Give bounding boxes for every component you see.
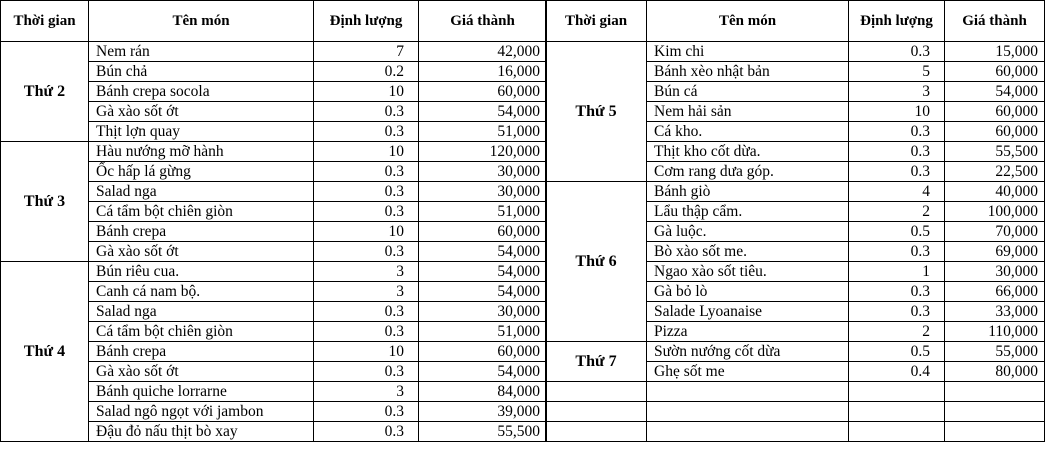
price-cell[interactable]: 84,000 bbox=[419, 382, 547, 402]
quantity-cell[interactable]: 0.5 bbox=[849, 222, 945, 242]
quantity-cell[interactable]: 10 bbox=[849, 102, 945, 122]
quantity-cell[interactable]: 0.4 bbox=[849, 362, 945, 382]
price-cell[interactable]: 40,000 bbox=[945, 182, 1045, 202]
header-quantity[interactable]: Định lượng bbox=[849, 1, 945, 42]
blank-dish-cell[interactable] bbox=[647, 382, 849, 402]
quantity-cell[interactable]: 1 bbox=[849, 262, 945, 282]
price-cell[interactable]: 33,000 bbox=[945, 302, 1045, 322]
dish-name-cell[interactable]: Nem rán bbox=[89, 42, 314, 62]
day-cell[interactable]: Thứ 6 bbox=[546, 182, 647, 342]
dish-name-cell[interactable]: Nem hải sản bbox=[647, 102, 849, 122]
price-cell[interactable]: 51,000 bbox=[419, 322, 547, 342]
dish-name-cell[interactable]: Gà bỏ lò bbox=[647, 282, 849, 302]
empty-row bbox=[546, 382, 1045, 402]
quantity-cell[interactable]: 0.3 bbox=[314, 322, 419, 342]
dish-name-cell[interactable]: Bún chả bbox=[89, 62, 314, 82]
blank-quantity-cell[interactable] bbox=[849, 422, 945, 442]
price-cell[interactable]: 30,000 bbox=[945, 262, 1045, 282]
table-row bbox=[546, 42, 1045, 62]
dish-name-cell[interactable]: Bánh crepa bbox=[89, 222, 314, 242]
blank-quantity-cell[interactable] bbox=[849, 382, 945, 402]
dish-name-cell[interactable]: Bánh crepa bbox=[89, 342, 314, 362]
menu-table-right bbox=[545, 0, 1045, 442]
quantity-cell[interactable]: 3 bbox=[849, 82, 945, 102]
dish-name-cell[interactable]: Sườn nướng cốt dừa bbox=[647, 342, 849, 362]
quantity-cell[interactable]: 3 bbox=[314, 382, 419, 402]
dish-name-cell[interactable]: Bánh giò bbox=[647, 182, 849, 202]
blank-dish-cell[interactable] bbox=[647, 422, 849, 442]
price-cell[interactable]: 22,500 bbox=[945, 162, 1045, 182]
dish-name-cell[interactable]: Gà luộc. bbox=[647, 222, 849, 242]
dish-name-cell[interactable]: Gà xào sốt ớt bbox=[89, 242, 314, 262]
quantity-cell[interactable]: 0.3 bbox=[314, 302, 419, 322]
quantity-cell[interactable]: 0.3 bbox=[849, 282, 945, 302]
price-cell[interactable]: 110,000 bbox=[945, 322, 1045, 342]
quantity-cell[interactable]: 10 bbox=[314, 142, 419, 162]
quantity-cell[interactable]: 0.3 bbox=[849, 42, 945, 62]
price-cell[interactable]: 80,000 bbox=[945, 362, 1045, 382]
price-cell[interactable]: 60,000 bbox=[419, 82, 547, 102]
dish-name-cell[interactable]: Đậu đỏ nấu thịt bò xay bbox=[89, 422, 314, 442]
quantity-cell[interactable]: 0.3 bbox=[314, 162, 419, 182]
dish-name-cell[interactable]: Gà xào sốt ớt bbox=[89, 102, 314, 122]
table-row bbox=[546, 342, 1045, 362]
price-cell[interactable]: 55,500 bbox=[419, 422, 547, 442]
price-cell[interactable]: 100,000 bbox=[945, 202, 1045, 222]
dish-name-cell[interactable]: Cơm rang dưa góp. bbox=[647, 162, 849, 182]
price-cell[interactable]: 60,000 bbox=[945, 122, 1045, 142]
dish-name-cell[interactable]: Hàu nướng mỡ hành bbox=[89, 142, 314, 162]
header-dish-name[interactable]: Tên món bbox=[89, 1, 314, 42]
quantity-cell[interactable]: 0.3 bbox=[849, 122, 945, 142]
quantity-cell[interactable]: 0.3 bbox=[314, 182, 419, 202]
blank-price-cell[interactable] bbox=[945, 382, 1045, 402]
header-row bbox=[1, 1, 547, 42]
table-row bbox=[1, 142, 547, 162]
blank-quantity-cell[interactable] bbox=[849, 402, 945, 422]
blank-day-cell[interactable] bbox=[546, 422, 647, 442]
price-cell[interactable]: 30,000 bbox=[419, 302, 547, 322]
dish-name-cell[interactable]: Bánh quiche lorrarne bbox=[89, 382, 314, 402]
quantity-cell[interactable]: 3 bbox=[314, 282, 419, 302]
price-cell[interactable]: 54,000 bbox=[419, 282, 547, 302]
table-row bbox=[1, 42, 547, 62]
quantity-cell[interactable]: 0.3 bbox=[849, 142, 945, 162]
price-cell[interactable]: 54,000 bbox=[945, 82, 1045, 102]
quantity-cell[interactable]: 7 bbox=[314, 42, 419, 62]
dish-name-cell[interactable]: Bánh crepa socola bbox=[89, 82, 314, 102]
dish-name-cell[interactable]: Cá tẩm bột chiên giòn bbox=[89, 202, 314, 222]
quantity-cell[interactable]: 0.3 bbox=[849, 242, 945, 262]
header-time[interactable]: Thời gian bbox=[1, 1, 89, 42]
quantity-cell[interactable]: 0.3 bbox=[314, 402, 419, 422]
quantity-cell[interactable]: 10 bbox=[314, 82, 419, 102]
price-cell[interactable]: 55,500 bbox=[945, 142, 1045, 162]
dish-name-cell[interactable]: Salad nga bbox=[89, 182, 314, 202]
blank-day-cell[interactable] bbox=[546, 382, 647, 402]
blank-day-cell[interactable] bbox=[546, 402, 647, 422]
dish-name-cell[interactable]: Ngao xào sốt tiêu. bbox=[647, 262, 849, 282]
header-time[interactable]: Thời gian bbox=[546, 1, 647, 42]
price-cell[interactable]: 60,000 bbox=[945, 62, 1045, 82]
price-cell[interactable]: 55,000 bbox=[945, 342, 1045, 362]
blank-price-cell[interactable] bbox=[945, 402, 1045, 422]
day-cell[interactable]: Thứ 5 bbox=[546, 42, 647, 182]
price-cell[interactable]: 42,000 bbox=[419, 42, 547, 62]
dish-name-cell[interactable]: Pizza bbox=[647, 322, 849, 342]
dish-name-cell[interactable]: Bò xào sốt me. bbox=[647, 242, 849, 262]
day-cell[interactable]: Thứ 7 bbox=[546, 342, 647, 382]
quantity-cell[interactable]: 0.3 bbox=[314, 242, 419, 262]
quantity-cell[interactable]: 5 bbox=[849, 62, 945, 82]
dish-name-cell[interactable]: Bún riêu cua. bbox=[89, 262, 314, 282]
quantity-cell[interactable]: 4 bbox=[849, 182, 945, 202]
blank-dish-cell[interactable] bbox=[647, 402, 849, 422]
table-row bbox=[1, 262, 547, 282]
quantity-cell[interactable]: 0.3 bbox=[849, 302, 945, 322]
dish-name-cell[interactable]: Thịt kho cốt dừa. bbox=[647, 142, 849, 162]
price-cell[interactable]: 15,000 bbox=[945, 42, 1045, 62]
dish-name-cell[interactable]: Bánh xèo nhật bản bbox=[647, 62, 849, 82]
dish-name-cell[interactable]: Kim chi bbox=[647, 42, 849, 62]
quantity-cell[interactable]: 10 bbox=[314, 342, 419, 362]
quantity-cell[interactable]: 0.3 bbox=[314, 122, 419, 142]
price-cell[interactable]: 120,000 bbox=[419, 142, 547, 162]
day-cell[interactable]: Thứ 3 bbox=[1, 142, 89, 262]
empty-row bbox=[546, 402, 1045, 422]
dish-name-cell[interactable]: Gà xào sốt ớt bbox=[89, 362, 314, 382]
quantity-cell[interactable]: 2 bbox=[849, 322, 945, 342]
price-cell[interactable]: 66,000 bbox=[945, 282, 1045, 302]
day-cell[interactable]: Thứ 4 bbox=[1, 262, 89, 442]
price-cell[interactable]: 16,000 bbox=[419, 62, 547, 82]
blank-price-cell[interactable] bbox=[945, 422, 1045, 442]
header-dish-name[interactable]: Tên món bbox=[647, 1, 849, 42]
price-cell[interactable]: 51,000 bbox=[419, 202, 547, 222]
price-cell[interactable]: 39,000 bbox=[419, 402, 547, 422]
price-cell[interactable]: 60,000 bbox=[419, 342, 547, 362]
header-price[interactable]: Giá thành bbox=[419, 1, 547, 42]
price-cell[interactable]: 51,000 bbox=[419, 122, 547, 142]
header-quantity[interactable]: Định lượng bbox=[314, 1, 419, 42]
dish-name-cell[interactable]: Cá tẩm bột chiên giòn bbox=[89, 322, 314, 342]
price-cell[interactable]: 60,000 bbox=[945, 102, 1045, 122]
quantity-cell[interactable]: 0.2 bbox=[314, 62, 419, 82]
dish-name-cell[interactable]: Canh cá nam bộ. bbox=[89, 282, 314, 302]
dish-name-cell[interactable]: Thịt lợn quay bbox=[89, 122, 314, 142]
dish-name-cell[interactable]: Salade Lyoanaise bbox=[647, 302, 849, 322]
price-cell[interactable]: 30,000 bbox=[419, 162, 547, 182]
day-cell[interactable]: Thứ 2 bbox=[1, 42, 89, 142]
quantity-cell[interactable]: 0.5 bbox=[849, 342, 945, 362]
dish-name-cell[interactable]: Salad ngô ngọt với jambon bbox=[89, 402, 314, 422]
empty-row bbox=[546, 422, 1045, 442]
table-row bbox=[546, 182, 1045, 202]
quantity-cell[interactable]: 2 bbox=[849, 202, 945, 222]
price-cell[interactable]: 70,000 bbox=[945, 222, 1045, 242]
price-cell[interactable]: 54,000 bbox=[419, 262, 547, 282]
price-cell[interactable]: 69,000 bbox=[945, 242, 1045, 262]
dish-name-cell[interactable]: Cá kho. bbox=[647, 122, 849, 142]
quantity-cell[interactable]: 10 bbox=[314, 222, 419, 242]
quantity-cell[interactable]: 0.3 bbox=[314, 102, 419, 122]
header-price[interactable]: Giá thành bbox=[945, 1, 1045, 42]
quantity-cell[interactable]: 3 bbox=[314, 262, 419, 282]
price-cell[interactable]: 30,000 bbox=[419, 182, 547, 202]
quantity-cell[interactable]: 0.3 bbox=[314, 422, 419, 442]
dish-name-cell[interactable]: Ốc hấp lá gừng bbox=[89, 162, 314, 182]
dish-name-cell[interactable]: Salad nga bbox=[89, 302, 314, 322]
dish-name-cell[interactable]: Ghẹ sốt me bbox=[647, 362, 849, 382]
price-cell[interactable]: 54,000 bbox=[419, 362, 547, 382]
price-cell[interactable]: 54,000 bbox=[419, 242, 547, 262]
price-cell[interactable]: 60,000 bbox=[419, 222, 547, 242]
quantity-cell[interactable]: 0.3 bbox=[849, 162, 945, 182]
quantity-cell[interactable]: 0.3 bbox=[314, 362, 419, 382]
price-cell[interactable]: 54,000 bbox=[419, 102, 547, 122]
quantity-cell[interactable]: 0.3 bbox=[314, 202, 419, 222]
dish-name-cell[interactable]: Bún cá bbox=[647, 82, 849, 102]
header-row bbox=[546, 1, 1045, 42]
dish-name-cell[interactable]: Lẩu thập cẩm. bbox=[647, 202, 849, 222]
